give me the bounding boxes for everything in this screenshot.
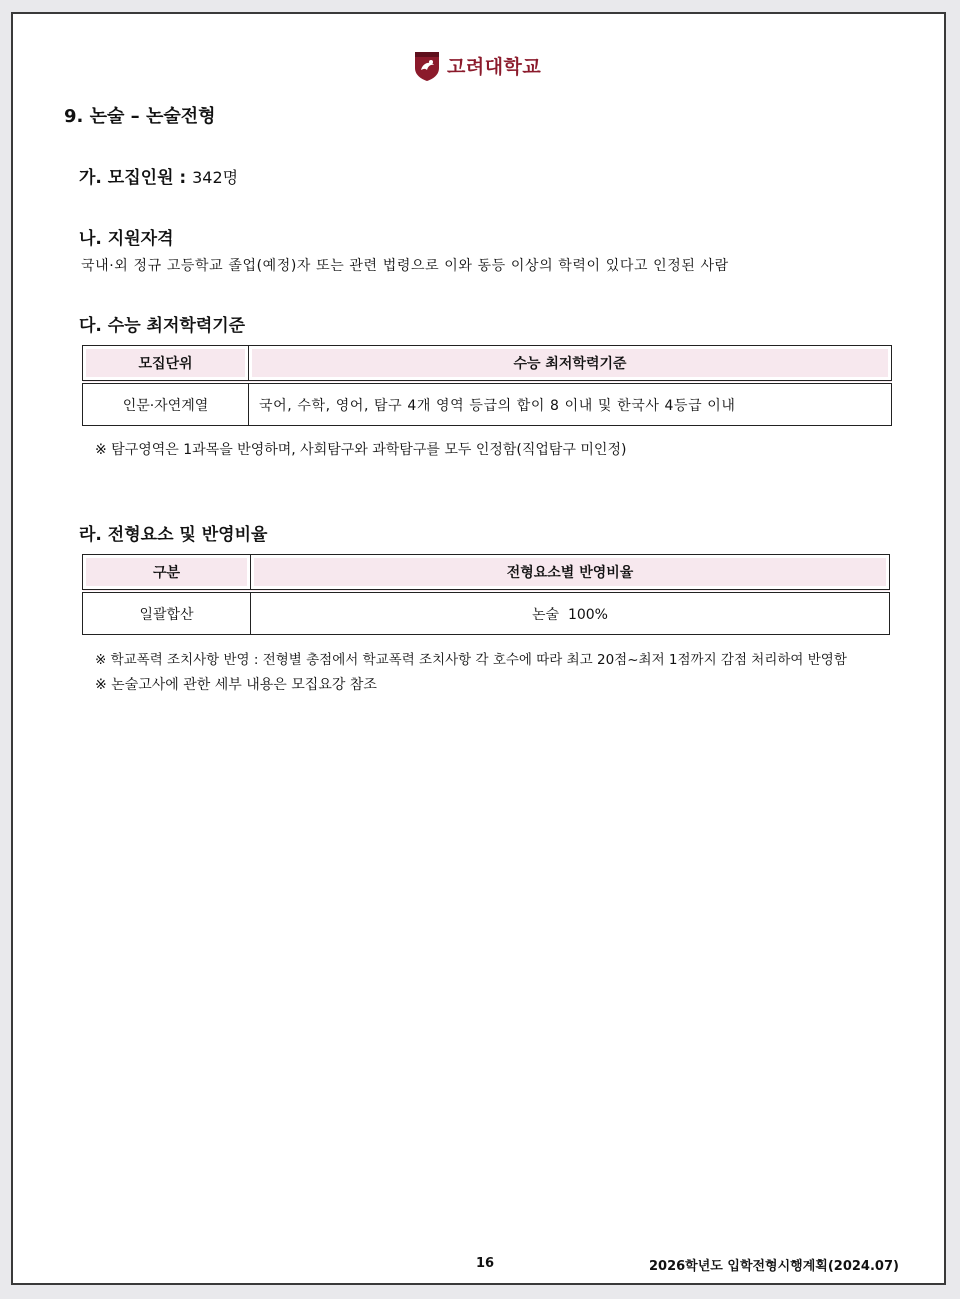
table-header-cell: 전형요소별 반영비율 xyxy=(251,555,890,592)
footer-doc-title: 2026학년도 입학전형시행계획(2024.07) xyxy=(649,1259,899,1274)
table-header-cell: 수능 최저학력기준 xyxy=(249,346,892,383)
quota-value: 342명 xyxy=(192,168,239,187)
eligibility-title: 나. 지원자격 xyxy=(79,229,174,249)
korea-university-crest-icon xyxy=(413,48,441,82)
page-number: 16 xyxy=(476,1256,495,1271)
min-standard-table xyxy=(82,345,892,426)
elements-table xyxy=(82,554,890,635)
table-row xyxy=(83,591,890,635)
section-title: 9. 논술 – 논술전형 xyxy=(64,106,216,127)
university-logo xyxy=(413,48,541,82)
elements-note: ※ 학교폭력 조치사항 반영 : 전형별 총점에서 학교폭력 조치사항 각 호수에 따라 최고 20점~최저 1점까지 감점 처리하여 반영함 xyxy=(95,652,847,668)
table-cell: 일괄합산 xyxy=(83,591,251,635)
table-header-row xyxy=(83,555,890,592)
min-standard-title: 다. 수능 최저학력기준 xyxy=(79,316,246,336)
elements-title: 라. 전형요소 및 반영비율 xyxy=(79,525,268,545)
logo-text: 고려대학교 xyxy=(447,55,542,78)
table-cell: 인문·자연계열 xyxy=(83,382,249,426)
quota-line xyxy=(79,163,238,188)
table-header-cell: 모집단위 xyxy=(83,346,249,383)
document-page xyxy=(11,12,946,1285)
quota-label: 가. 모집인원 : xyxy=(79,168,187,188)
table-header-cell: 구분 xyxy=(83,555,251,592)
table-header-row xyxy=(83,346,892,383)
elements-note: ※ 논술고사에 관한 세부 내용은 모집요강 참조 xyxy=(95,677,377,693)
eligibility-text: 국내·외 정규 고등학교 졸업(예정)자 또는 관련 법령으로 이와 동등 이상의 학력이 있다고 인정된 사람 xyxy=(81,258,729,274)
table-row xyxy=(83,382,892,426)
table-cell: 국어, 수학, 영어, 탐구 4개 영역 등급의 합이 8 이내 및 한국사 4등급 이내 xyxy=(259,397,736,414)
min-standard-note: ※ 탐구영역은 1과목을 반영하며, 사회탐구와 과학탐구를 모두 인정함(직업탐구 미인정) xyxy=(95,442,627,458)
table-cell: 논술 100% xyxy=(532,606,608,623)
